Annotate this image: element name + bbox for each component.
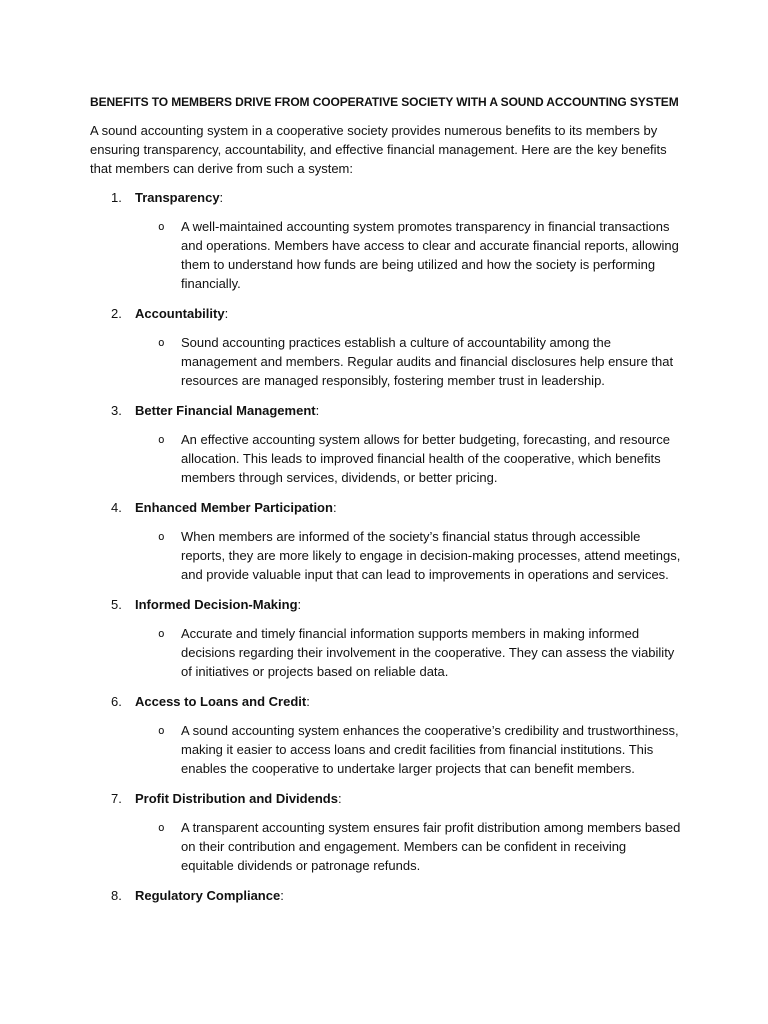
- benefit-title-colon: :: [337, 791, 342, 806]
- benefit-detail-text: An effective accounting system allows for better budgeting, forecasting, and resource allocation. This leads to improved financial health of the cooperative, which benefits members through services, dividends, or better pricing.: [181, 432, 670, 485]
- benefit-title-colon: :: [297, 597, 302, 612]
- benefit-detail-text: When members are informed of the society’s financial status through accessible reports, they are more likely to engage in decision-making processes, attend meetings, and provide valuable input that can lead to improvements in operations and services.: [181, 529, 681, 582]
- benefits-list: [90, 188, 682, 905]
- benefit-title: Better Financial Management: [135, 403, 316, 418]
- benefit-item: [90, 188, 682, 293]
- hollow-bullet-icon: o: [158, 821, 165, 834]
- benefit-number: 4.: [111, 500, 122, 515]
- benefit-heading: [90, 886, 682, 905]
- benefit-detail: [90, 217, 682, 293]
- benefit-detail: [90, 818, 682, 875]
- benefit-title-colon: :: [219, 190, 224, 205]
- benefit-heading: [90, 304, 682, 323]
- hollow-bullet-icon: o: [158, 433, 165, 446]
- benefit-detail-text: Accurate and timely financial information supports members in making informed decisions regarding their involvement in the cooperative. They can assess the viability of initiatives or projects based on reliable data.: [181, 626, 675, 679]
- benefit-detail-text: A transparent accounting system ensures fair profit distribution among members based on their contribution and engagement. Members can be confident in receiving equitable dividends or patronage refunds.: [181, 820, 681, 873]
- hollow-bullet-icon: o: [158, 627, 165, 640]
- benefit-item: [90, 692, 682, 778]
- intro-paragraph: A sound accounting system in a cooperative society provides numerous benefits to its members by ensuring transparency, accountability, and effective financial management. Here are the key benefits that members can derive from such a system:: [90, 123, 667, 176]
- benefit-number: 7.: [111, 791, 122, 806]
- benefit-title-colon: :: [306, 694, 310, 709]
- benefit-title: Profit Distribution and Dividends: [135, 791, 338, 806]
- benefit-title: Informed Decision-Making: [135, 597, 298, 612]
- benefit-title: Transparency: [135, 190, 220, 205]
- hollow-bullet-icon: o: [158, 220, 165, 233]
- benefit-title-colon: :: [280, 888, 284, 903]
- benefit-detail-text: A well-maintained accounting system promotes transparency in financial transactions and operations. Members have access to clear and accurate financial reports, allowing them to understand how funds are being utilized and how the society is performing financially.: [181, 219, 679, 291]
- benefit-title-colon: :: [315, 403, 320, 418]
- benefit-heading: [90, 188, 682, 207]
- benefit-heading: [90, 595, 682, 614]
- benefit-detail-text: Sound accounting practices establish a culture of accountability among the management and members. Regular audits and financial disclosures help ensure that resources are managed responsibly, fostering member trust in leadership.: [181, 335, 674, 388]
- benefit-title: Regulatory Compliance: [135, 888, 281, 903]
- hollow-bullet-icon: o: [158, 724, 165, 737]
- hollow-bullet-icon: o: [158, 530, 165, 543]
- benefit-number: 1.: [111, 190, 122, 205]
- benefit-heading: [90, 692, 682, 711]
- benefit-number: 3.: [111, 403, 122, 418]
- hollow-bullet-icon: o: [158, 336, 165, 349]
- benefit-detail: [90, 721, 682, 778]
- benefit-detail: [90, 333, 682, 390]
- benefit-heading: [90, 498, 682, 517]
- benefit-item: [90, 401, 682, 487]
- benefit-detail: [90, 527, 682, 584]
- benefit-detail: [90, 624, 682, 681]
- benefit-detail-text: A sound accounting system enhances the cooperative’s credibility and trustworthiness, making it easier to access loans and credit facilities from financial institutions. This enables the cooperative to undertake larger projects that can benefit members.: [181, 723, 679, 776]
- benefit-number: 6.: [111, 694, 122, 709]
- benefit-item: [90, 789, 682, 875]
- benefit-item: [90, 304, 682, 390]
- benefit-title: Accountability: [135, 306, 225, 321]
- benefit-item: [90, 498, 682, 584]
- benefit-detail: [90, 430, 682, 487]
- benefit-heading: [90, 401, 682, 420]
- benefit-item: [90, 886, 682, 905]
- benefit-title-colon: :: [332, 500, 337, 515]
- benefit-title: Enhanced Member Participation: [135, 500, 333, 515]
- benefit-heading: [90, 789, 682, 808]
- benefit-title: Access to Loans and Credit: [135, 694, 307, 709]
- document-title: BENEFITS TO MEMBERS DRIVE FROM COOPERATIVE SOCIETY WITH A SOUND ACCOUNTING SYSTEM: [90, 95, 679, 109]
- benefit-number: 5.: [111, 597, 122, 612]
- benefit-number: 2.: [111, 306, 122, 321]
- benefit-number: 8.: [111, 888, 122, 903]
- benefit-item: [90, 595, 682, 681]
- benefit-title-colon: :: [224, 306, 229, 321]
